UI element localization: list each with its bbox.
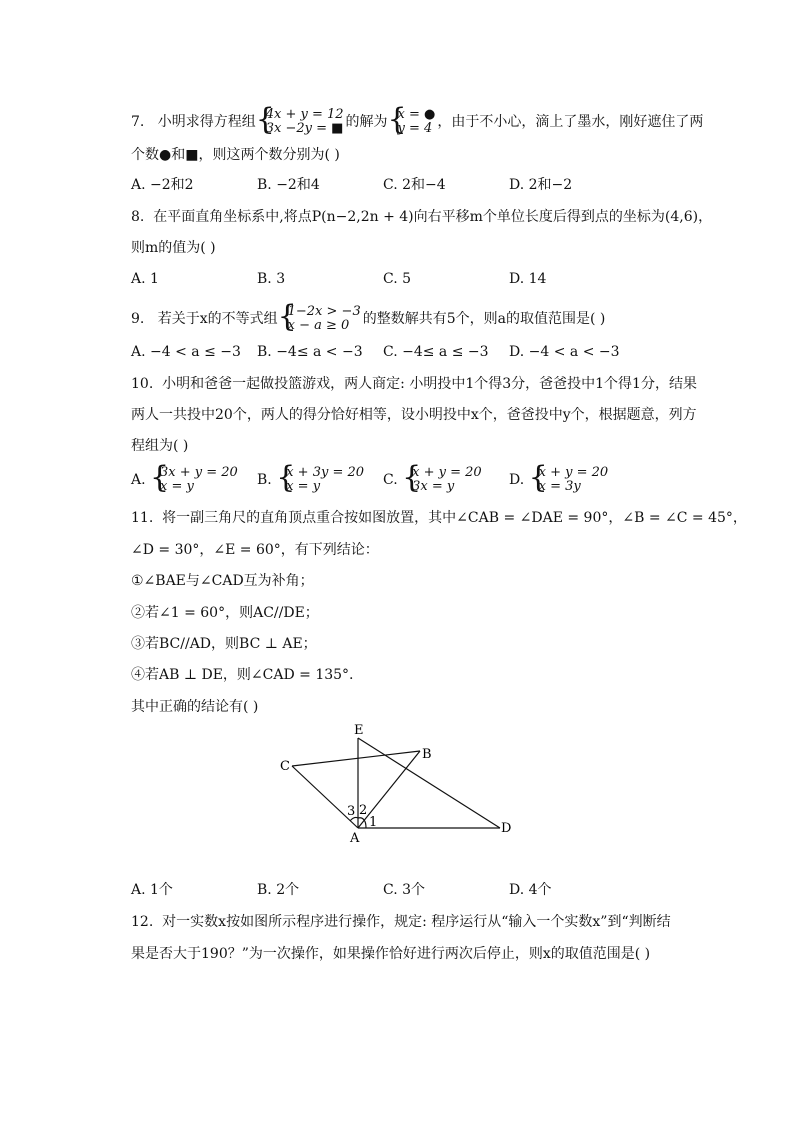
q10-line2: 两人一共投中20个，两人的得分恰好相等，设小明投中x个，爸爸投中y个，根据题意，列方 [131,407,697,423]
q11-conclusion-2: ②若∠1 = 60°，则AC//DE； [131,605,319,621]
q9-text-post: 的整数解共有5个，则a的取值范围是( ) [362,311,606,327]
q10-option-c [383,466,484,494]
q8-text: 在平面直角坐标系中,将点P(n−2,2n + 4)向右平移m个单位长度后得到点的坐标为(4,6)， [153,209,713,225]
q10-d-row2: x = 3y [538,479,581,494]
q10-c-row1: { x + y = 20 [412,465,482,480]
label-c: C [280,759,290,774]
q8-line2: 则m的值为( ) [131,240,216,256]
q11-conclusion-1: ①∠BAE与∠CAD互为补角； [131,573,314,589]
q10-option-a-system [152,466,238,494]
q11-line7: 其中正确的结论有( ) [131,699,259,715]
q7-line2: 个数●和■，则这两个数分别为( ) [131,147,340,163]
q10-line1 [131,374,697,394]
q10-option-c-label: C. [383,472,398,488]
q9-ineq2: x − a ≥ 0 [287,318,350,333]
q8-line1 [131,207,712,227]
q10-a-row1: { 3x + y = 20 [160,465,238,480]
q10-c-row2: 3x = y [412,479,455,494]
q11-line2: ∠D = 30°，∠E = 60°，有下列结论： [131,542,379,558]
q10-option-b-label: B. [257,472,272,488]
q8-option-b: B. 3 [257,271,286,287]
q8-number: 8. [131,209,145,225]
angle-arc-1 [364,820,366,828]
q7-sol2: y = 4 [397,121,433,136]
q7-number: 7. [131,114,145,130]
angle-arc-2 [358,818,364,820]
q10-number: 10. [131,376,154,392]
label-d: D [501,821,512,836]
label-e: E [354,723,364,738]
q9-option-a: A. −4 < a ≤ −3 [131,344,241,360]
q10-option-b [257,466,366,494]
q10-option-b-system [278,466,364,494]
q9-ineq1: { 1−2x > −3 [287,304,361,319]
q10-a-row2: x = y [160,479,194,494]
label-angle-1: 1 [369,815,378,830]
q11-conclusion-4: ④若AB ⊥ DE，则∠CAD = 135°. [131,667,354,683]
q9-line1 [131,305,605,333]
q10-d-row1: { x + y = 20 [538,465,609,480]
line-cb [292,751,420,766]
q10-option-c-system [404,466,482,494]
label-angle-3: 3 [347,804,356,819]
q7-sol1: { x = ● [397,107,436,122]
q7-eq1: { 4x + y = 12 [265,107,344,122]
label-angle-2: 2 [359,803,368,818]
q12-text: 对一实数x按如图所示程序进行操作，规定: 程序运行从“输入一个实数x”到“判断结 [162,914,671,930]
q7-option-a: A. −2和2 [131,177,194,193]
q7-solution-system [390,108,436,136]
q9-option-d: D. −4 < a < −3 [509,344,620,360]
q10-b-row2: x = y [286,479,321,494]
q10-line3: 程组为( ) [131,438,189,454]
q11-number: 11. [131,510,154,526]
label-a: A [350,831,360,846]
q7-option-d: D. 2和−2 [509,177,573,193]
q8-option-c: C. 5 [383,271,412,287]
line-ab [358,751,420,828]
q11-option-a: A. 1个 [131,882,173,898]
q11-text: 将一副三角尺的直角顶点重合按如图放置，其中∠CAB = ∠DAE = 90°，∠B = ∠C = 45°， [162,510,747,526]
q7-text-mid: 的解为 [345,114,388,130]
q10-text: 小明和爸爸一起做投篮游戏，两人商定: 小明投中1个得3分，爸爸投中1个得1分，结果 [162,376,697,392]
q8-option-d: D. 14 [509,271,547,287]
q7-equation-system [258,108,344,136]
q9-option-b: B. −4≤ a < −3 [257,344,363,360]
q11-option-b: B. 2个 [257,882,300,898]
q7-option-c: C. 2和−4 [383,177,446,193]
q7-eq2: 3x −2y = ■ [265,121,344,136]
q7-text-pre: 小明求得方程组 [157,114,256,130]
q7-line1 [131,108,703,136]
q9-inequality-system [280,305,361,333]
q10-b-row1: { x + 3y = 20 [286,465,365,480]
q11-triangle-figure [270,718,530,848]
q7-text-post: ，由于不小心，滴上了墨水，刚好遮住了两 [437,114,704,130]
q9-number: 9. [131,311,145,327]
q11-option-c: C. 3个 [383,882,426,898]
q8-option-a: A. 1 [131,271,159,287]
q7-option-b: B. −2和4 [257,177,320,193]
q12-line1 [131,912,671,932]
q11-line1 [131,508,747,528]
q10-option-a-label: A. [131,472,146,488]
q11-conclusion-3: ③若BC//AD，则BC ⊥ AE； [131,636,317,652]
q10-option-d-system [531,466,609,494]
q10-option-d [509,466,610,494]
q10-option-a [131,466,240,494]
q12-line2: 果是否大于190？”为一次操作，如果操作恰好进行两次后停止，则x的取值范围是( ) [131,946,651,962]
q9-text-pre: 若关于x的不等式组 [157,311,278,327]
label-b: B [422,747,432,762]
q11-option-d: D. 4个 [509,882,552,898]
q12-number: 12. [131,914,154,930]
q10-option-d-label: D. [509,472,525,488]
q9-option-c: C. −4≤ a ≤ −3 [383,344,489,360]
